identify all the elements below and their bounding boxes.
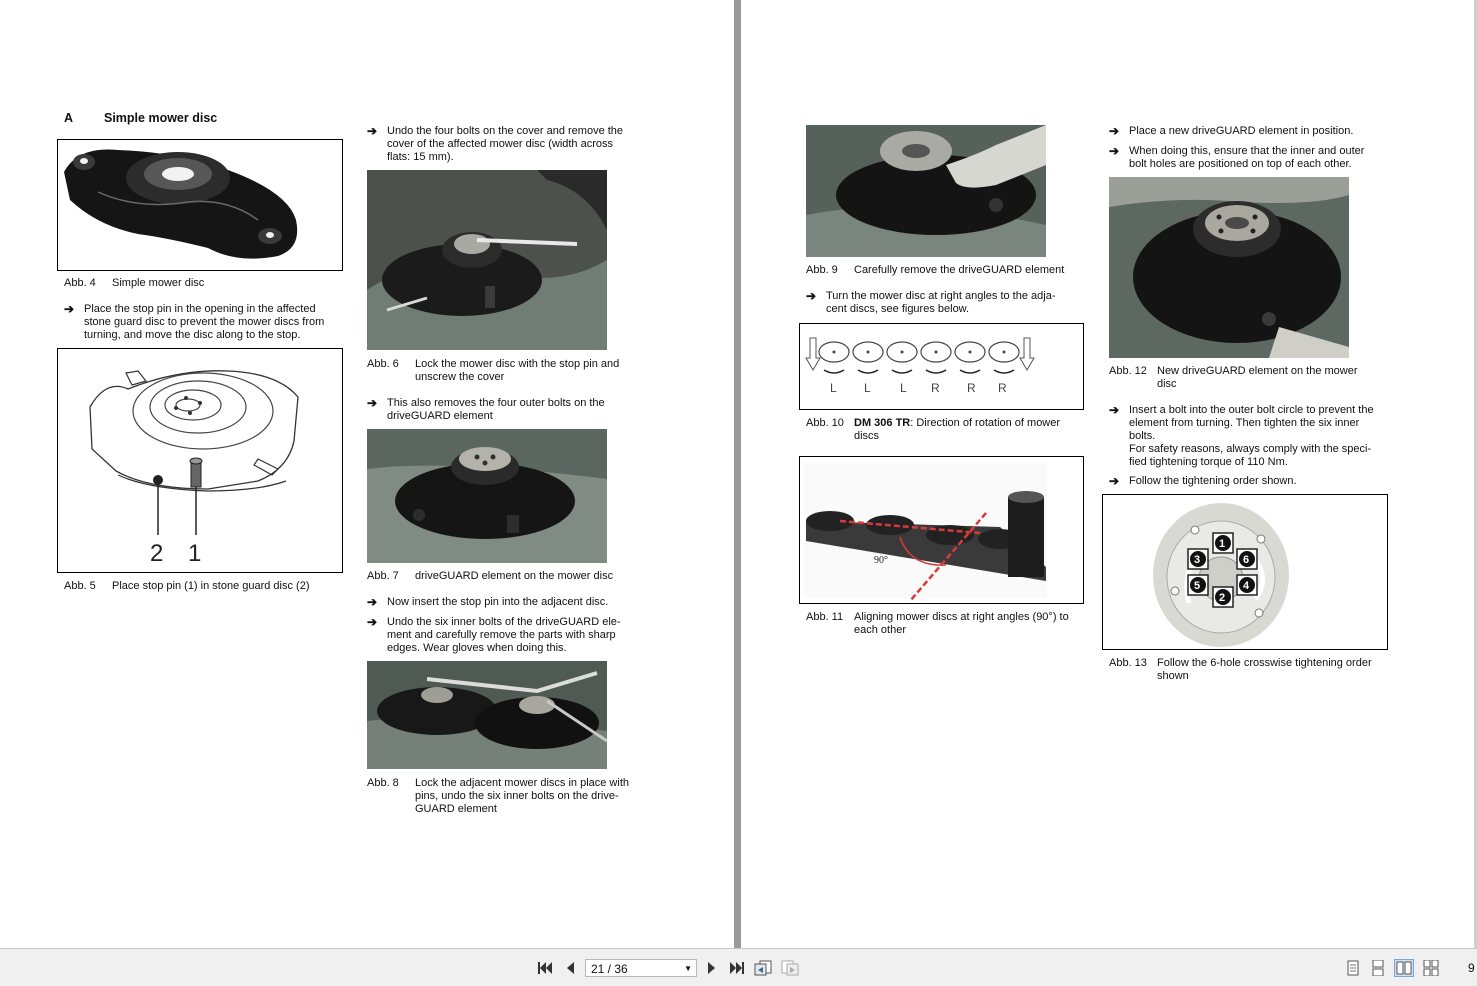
figure-4-caption xyxy=(64,277,334,290)
figure-9-label: Abb. 9 xyxy=(806,264,838,276)
figure-9-caption xyxy=(806,264,1086,277)
figure-6-label: Abb. 6 xyxy=(367,358,399,370)
continuous-view-icon xyxy=(1371,960,1385,976)
arrow-icon: ➔ xyxy=(367,615,378,629)
instruction-follow-order xyxy=(1109,475,1389,488)
instruction-line: driveGUARD element xyxy=(387,410,493,422)
arrow-icon: ➔ xyxy=(806,289,817,303)
figure-11-frame xyxy=(799,456,1084,604)
single-page-view-button[interactable] xyxy=(1343,959,1363,977)
rotation-letter: L xyxy=(900,381,907,395)
document-page-left xyxy=(0,0,734,948)
figure-11-label: Abb. 11 xyxy=(806,611,844,623)
instruction-line: Undo the six inner bolts of the driveGUARD ele- xyxy=(387,616,621,628)
order-number: 4 xyxy=(1243,580,1250,592)
previous-page-icon xyxy=(564,961,576,975)
instruction-line: Undo the four bolts on the cover and remove the xyxy=(387,125,624,137)
section-title: Simple mower disc xyxy=(104,111,218,125)
instruction-line: flats: 15 mm). xyxy=(387,151,454,163)
order-number: 5 xyxy=(1194,580,1201,592)
instruction-line: Turn the mower disc at right angles to the adja- xyxy=(826,290,1056,302)
caption-line: Lock the mower disc with the stop pin and xyxy=(415,358,620,370)
figure-9-caption-text: Carefully remove the driveGUARD element xyxy=(854,264,1065,276)
figure-12-label: Abb. 12 xyxy=(1109,365,1147,377)
section-letter: A xyxy=(64,111,74,125)
caption-line: Follow the 6-hole crosswise tightening order xyxy=(1157,657,1372,669)
arrow-icon: ➔ xyxy=(1109,124,1120,138)
right-angle-alignment-image xyxy=(800,457,1083,603)
figure-13-caption xyxy=(1109,657,1394,683)
figure-5-frame xyxy=(57,348,343,573)
first-page-icon xyxy=(537,961,553,975)
arrow-icon: ➔ xyxy=(64,302,75,316)
instruction-line: Now insert the stop pin into the adjacent disc. xyxy=(387,596,609,608)
figure-7-label: Abb. 7 xyxy=(367,570,399,582)
instruction-ensure-holes xyxy=(1109,145,1384,171)
rotation-direction-diagram xyxy=(800,324,1083,409)
arrow-icon: ➔ xyxy=(1109,474,1120,488)
instruction-insert-bolt xyxy=(1109,404,1389,469)
rotation-letter: R xyxy=(998,381,1007,395)
instruction-line: edges. Wear gloves when doing this. xyxy=(387,642,567,654)
instruction-line: cent discs, see figures below. xyxy=(826,303,970,315)
instruction-line: turning, and move the disc along to the stop. xyxy=(84,329,301,341)
figure-9-photo xyxy=(806,125,1046,257)
figure-4-caption-text: Simple mower disc xyxy=(112,277,205,289)
go-forward-icon xyxy=(781,960,799,976)
simple-mower-disc-image xyxy=(58,140,342,270)
caption-line: discs xyxy=(854,430,880,442)
machine-model: DM 306 TR xyxy=(854,417,911,429)
dropdown-arrow-icon: ▼ xyxy=(684,964,692,973)
instruction-undo-six-bolts xyxy=(367,616,637,655)
document-page-right xyxy=(741,0,1474,948)
instruction-line: This also removes the four outer bolts on the xyxy=(387,397,605,409)
stone-guard-disc-drawing xyxy=(58,349,342,572)
two-page-view-button[interactable] xyxy=(1394,959,1414,977)
instruction-line: ment and carefully remove the parts with sharp xyxy=(387,629,616,641)
rotation-letter: R xyxy=(967,381,976,395)
order-number: 6 xyxy=(1243,554,1250,566)
instruction-line: cover of the affected mower disc (width across xyxy=(387,138,614,150)
callout-1: 1 xyxy=(188,540,202,567)
caption-line: each other xyxy=(854,624,906,636)
figure-7-photo xyxy=(367,429,607,563)
instruction-line: Follow the tightening order shown. xyxy=(1129,475,1297,487)
instruction-line: bolts. xyxy=(1129,430,1156,442)
page-divider xyxy=(734,0,741,948)
arrow-icon: ➔ xyxy=(367,595,378,609)
page-number-select[interactable] xyxy=(585,959,697,977)
previous-page-button[interactable] xyxy=(560,959,580,977)
last-page-icon xyxy=(729,961,745,975)
figure-4-frame xyxy=(57,139,343,271)
arrow-icon: ➔ xyxy=(367,396,378,410)
caption-line: unscrew the cover xyxy=(415,371,505,383)
zoom-level-partial[interactable]: 9 xyxy=(1468,961,1475,975)
figure-11-caption xyxy=(806,611,1091,637)
single-page-view-icon xyxy=(1346,960,1360,976)
figure-12-caption xyxy=(1109,365,1389,391)
instruction-line: bolt holes are positioned on top of each other. xyxy=(1129,158,1352,170)
instruction-also-removes xyxy=(367,397,637,423)
page-indicator: 21 / 36 xyxy=(591,962,628,976)
instruction-line: stone guard disc to prevent the mower discs from xyxy=(84,316,325,328)
arrow-icon: ➔ xyxy=(1109,403,1120,417)
instruction-line: Place the stop pin in the opening in the affected xyxy=(84,303,316,315)
order-number: 3 xyxy=(1194,554,1201,566)
figure-6-photo xyxy=(367,170,607,350)
two-page-continuous-view-button[interactable] xyxy=(1421,959,1441,977)
instruction-stop-pin xyxy=(64,303,339,342)
instruction-undo-four-bolts xyxy=(367,125,637,164)
figure-10-frame xyxy=(799,323,1084,410)
first-page-button[interactable] xyxy=(535,959,555,977)
continuous-view-button[interactable] xyxy=(1368,959,1388,977)
instruction-place-new-element xyxy=(1109,125,1384,138)
caption-line: Aligning mower discs at right angles (90°) to xyxy=(854,611,1069,623)
two-page-continuous-view-icon xyxy=(1423,960,1439,976)
figure-10-caption xyxy=(806,417,1091,443)
figure-5-caption xyxy=(64,580,344,593)
viewer-toolbar xyxy=(0,948,1477,986)
angle-label: 90° xyxy=(874,555,888,566)
arrow-icon: ➔ xyxy=(1109,144,1120,158)
instruction-line: Insert a bolt into the outer bolt circle to prevent the xyxy=(1129,404,1374,416)
caption-line: shown xyxy=(1157,670,1189,682)
figure-12-photo xyxy=(1109,177,1349,358)
figure-13-label: Abb. 13 xyxy=(1109,657,1147,669)
next-page-icon xyxy=(706,961,718,975)
figure-10-label: Abb. 10 xyxy=(806,417,844,429)
two-page-view-icon xyxy=(1396,961,1412,975)
arrow-icon: ➔ xyxy=(367,124,378,138)
last-page-button[interactable] xyxy=(727,959,747,977)
caption-line: Lock the adjacent mower discs in place with xyxy=(415,777,629,789)
instruction-line: When doing this, ensure that the inner and outer xyxy=(1129,145,1365,157)
callout-2: 2 xyxy=(150,540,164,567)
figure-8-label: Abb. 8 xyxy=(367,777,399,789)
caption-line: New driveGUARD element on the mower xyxy=(1157,365,1358,377)
figure-8-photo xyxy=(367,661,607,769)
caption-line: disc xyxy=(1157,378,1177,390)
figure-7-caption xyxy=(367,570,647,583)
figure-7-caption-text: driveGUARD element on the mower disc xyxy=(415,570,614,582)
figure-5-label: Abb. 5 xyxy=(64,580,96,592)
next-page-button[interactable] xyxy=(702,959,722,977)
go-forward-button[interactable] xyxy=(780,959,800,977)
figure-5-caption-text: Place stop pin (1) in stone guard disc (2) xyxy=(112,580,310,592)
figure-6-caption xyxy=(367,358,647,384)
rotation-letter: L xyxy=(830,381,837,395)
caption-line: GUARD element xyxy=(415,803,497,815)
instruction-line: Place a new driveGUARD element in position. xyxy=(1129,125,1354,137)
tightening-order-diagram xyxy=(1103,495,1387,649)
figure-8-caption xyxy=(367,777,647,816)
figure-4-label: Abb. 4 xyxy=(64,277,96,289)
caption-line: pins, undo the six inner bolts on the drive- xyxy=(415,790,619,802)
instruction-insert-stop-pin xyxy=(367,596,637,609)
order-number: 1 xyxy=(1219,538,1226,550)
instruction-turn-disc xyxy=(806,290,1081,316)
go-back-button[interactable] xyxy=(753,959,773,977)
instruction-line: element from turning. Then tighten the six inner xyxy=(1129,417,1360,429)
instruction-line: fied tightening torque of 110 Nm. xyxy=(1129,456,1288,468)
figure-13-frame xyxy=(1102,494,1388,650)
go-back-icon xyxy=(754,960,772,976)
order-number: 2 xyxy=(1219,592,1226,604)
rotation-letter: L xyxy=(864,381,871,395)
rotation-letter: R xyxy=(931,381,940,395)
instruction-line: For safety reasons, always comply with the speci- xyxy=(1129,443,1372,455)
caption-text: : Direction of rotation of mower xyxy=(910,417,1061,429)
